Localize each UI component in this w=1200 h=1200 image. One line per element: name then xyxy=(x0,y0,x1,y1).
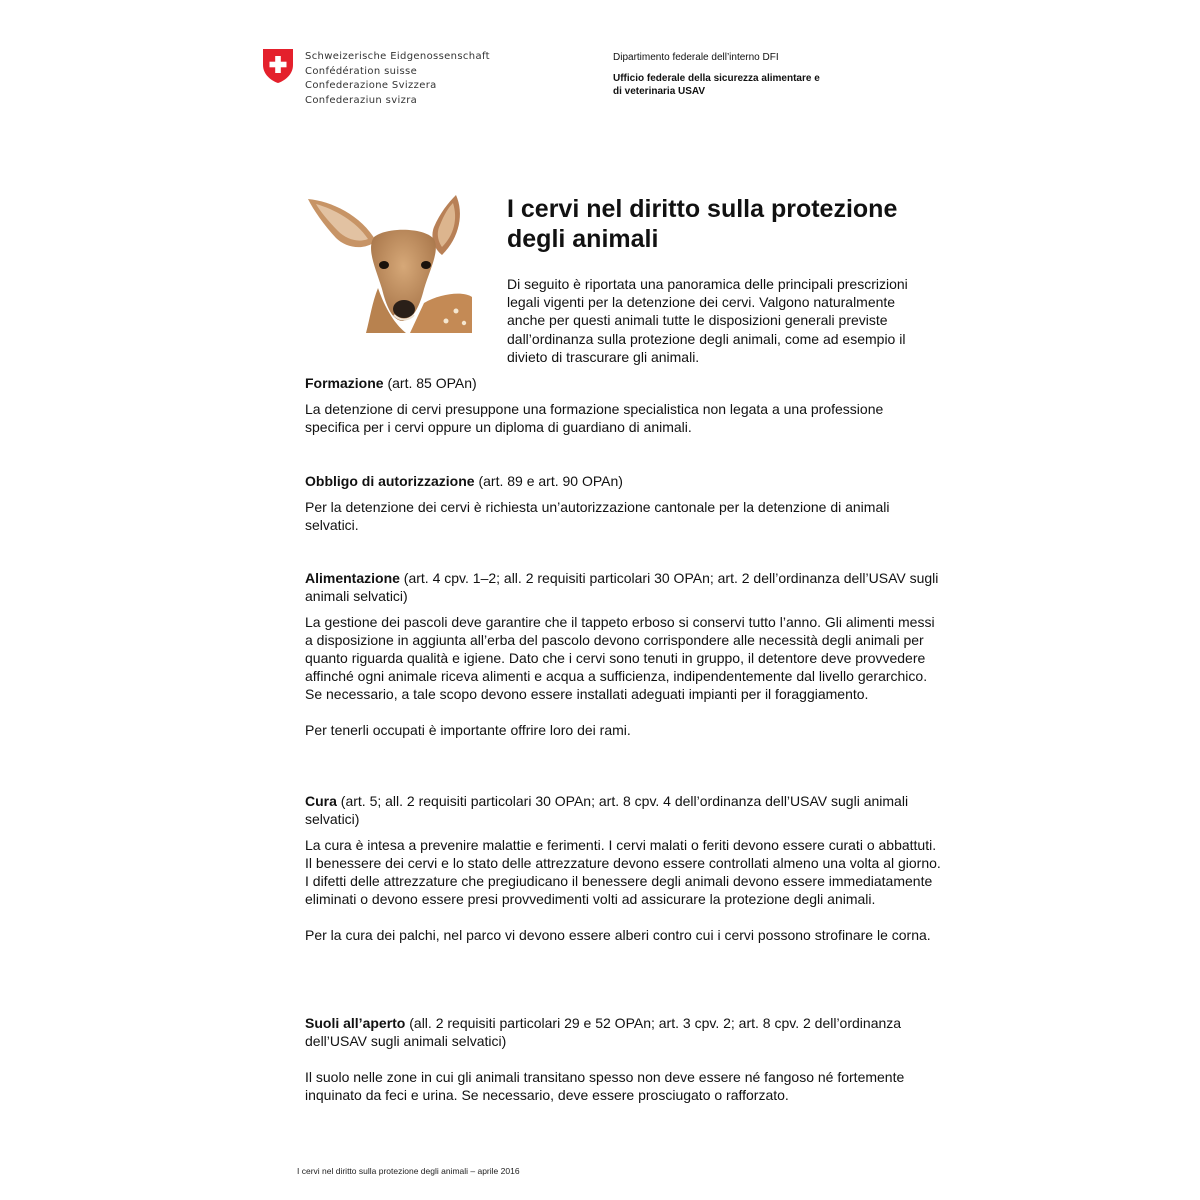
confederation-name-rm: Confederaziun svizra xyxy=(305,95,418,107)
heading-label: Cura xyxy=(305,793,337,809)
heading-ref: (art. 5; all. 2 requisiti particolari 30 OPAn; art. 8 cpv. 4 dell’ordinanza dell’USAV sugli animali selvatici) xyxy=(305,793,909,827)
heading-label: Alimentazione xyxy=(305,570,400,586)
section-paragraph: Per tenerli occupati è importante offrire loro dei rami. xyxy=(305,722,631,738)
swiss-coat-of-arms-icon xyxy=(262,48,294,84)
confederation-name-it: Confederazione Svizzera xyxy=(305,80,437,92)
section-suoli xyxy=(305,1014,941,1104)
heading-ref: (art. 4 cpv. 1–2; all. 2 requisiti particolari 30 OPAn; art. 2 dell’ordinanza dell’USAV sugli animali selvatici) xyxy=(305,570,939,604)
heading-label: Suoli all’aperto xyxy=(305,1015,406,1031)
section-formazione xyxy=(305,374,941,436)
section-paragraph: Per la cura dei palchi, nel parco vi devono essere alberi contro cui i cervi possono strofinare le corna. xyxy=(305,927,931,943)
section-paragraph: La detenzione di cervi presuppone una formazione specialistica non legata a una professione specifica per i cervi oppure un diploma di guardiano di animali. xyxy=(305,401,884,435)
page-footer: I cervi nel diritto sulla protezione degli animali – aprile 2016 xyxy=(297,1166,520,1176)
section-heading xyxy=(305,1014,941,1050)
deer-photo xyxy=(306,193,472,333)
intro-paragraph: Di seguito è riportata una panoramica delle principali prescrizioni legali vigenti per la detenzione dei cervi. Valgono naturalmente anche per questi animali tutte le disposizioni generali previste dall’ordinanza sulla protezione degli animali, come ad esempio il divieto di trascurare gli animali. xyxy=(507,276,908,365)
section-heading xyxy=(305,792,941,828)
department-name: Dipartimento federale dell’interno DFI xyxy=(613,52,779,63)
section-heading xyxy=(305,374,941,392)
heading-ref: (all. 2 requisiti particolari 29 e 52 OPAn; art. 3 cpv. 2; art. 8 cpv. 2 dell’ordinanza dell’USAV sugli animali selvatici) xyxy=(305,1015,902,1049)
section-autorizzazione xyxy=(305,472,941,534)
section-paragraph: La cura è intesa a prevenire malattie e ferimenti. I cervi malati o feriti devono essere curati o abbattuti. Il benessere dei cervi e lo stato delle attrezzature devono essere controllati almeno una volta al giorno. I difetti delle attrezzature che pregiudicano il benessere degli animali devono essere immediatamente eliminati o devono essere presi provvedimenti volti ad assicurare la protezione degli animali. xyxy=(305,837,941,907)
section-heading xyxy=(305,472,941,490)
section-cura xyxy=(305,792,941,944)
confederation-name-de: Schweizerische Eidgenossenschaft xyxy=(305,51,490,62)
heading-ref: (art. 89 e art. 90 OPAn) xyxy=(474,473,623,489)
heading-ref: (art. 85 OPAn) xyxy=(383,375,477,391)
section-heading xyxy=(305,569,941,605)
heading-label: Obbligo di autorizzazione xyxy=(305,473,475,489)
section-paragraph: Per la detenzione dei cervi è richiesta un’autorizzazione cantonale per la detenzione di animali selvatici. xyxy=(305,499,890,533)
heading-label: Formazione xyxy=(305,375,384,391)
confederation-names xyxy=(305,50,490,109)
page-title: I cervi nel diritto sulla protezione degli animali xyxy=(507,195,898,253)
confederation-name-fr: Confédération suisse xyxy=(305,65,418,77)
office-name-line1: Ufficio federale della sicurezza alimentare e xyxy=(613,73,820,84)
section-alimentazione xyxy=(305,569,941,739)
section-paragraph: Il suolo nelle zone in cui gli animali transitano spesso non deve essere né fangoso né fortemente inquinato da feci e urina. Se necessario, deve essere prosciugato o rafforzato. xyxy=(305,1069,905,1103)
section-paragraph: La gestione dei pascoli deve garantire che il tappeto erboso si conservi tutto l’anno. Gli alimenti messi a disposizione in aggiunta all’erba del pascolo devono corrispondere alle necessità degli animali per quanto riguarda qualità e igiene. Dato che i cervi sono tenuti in gruppo, il detentore deve provvedere affinché ogni animale riceva alimenti e acqua a sufficienza, indipendentemente dal livello gerarchico. Se necessario, a tale scopo devono essere installati adeguati impianti per il foraggiamento. xyxy=(305,614,935,702)
office-name-line2: di veterinaria USAV xyxy=(613,86,706,97)
department-block xyxy=(613,51,873,98)
